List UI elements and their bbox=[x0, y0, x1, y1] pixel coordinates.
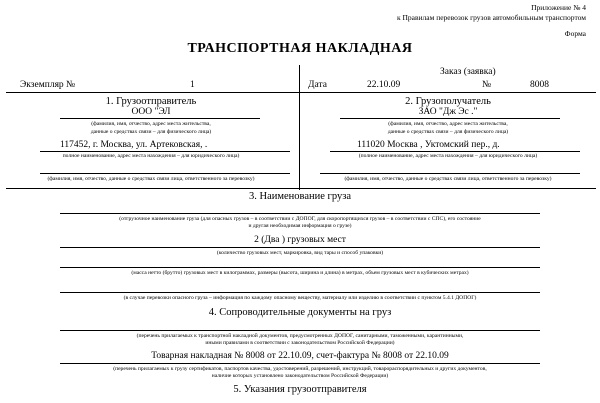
order-date-value: 22.10.09 bbox=[367, 80, 401, 90]
section4-hint-b1: (перечень прилагаемых к грузу сертификатов, паспортов качества, удостоверений, разрешений, инструкций, товарораспорядительных и других документов, bbox=[113, 366, 487, 372]
document-title: ТРАНСПОРТНАЯ НАКЛАДНАЯ bbox=[187, 41, 413, 56]
consignee-contact-hint: (фамилия, имя, отчество, данные о средствах связи лица, ответственного за перевозку) bbox=[344, 176, 552, 182]
section3-heading: 3. Наименование груза bbox=[248, 191, 352, 202]
section3-hint-b: (количество грузовых мест, маркировка, вид тары и способ упаковки) bbox=[216, 250, 384, 256]
consignee-hint1: (фамилия, имя, отчество, адрес места жительства, bbox=[388, 121, 508, 127]
appendix-label: Приложение № 4 bbox=[531, 3, 586, 12]
order-label: Заказ (заявка) bbox=[440, 67, 496, 77]
shipper-name: ООО "ЭЛ bbox=[131, 107, 171, 117]
rules-label: к Правилам перевозок грузов автомобильным транспортом bbox=[396, 13, 586, 22]
section4-hint-a2: иными правилами в соответствии с законодательством Российской Федерации) bbox=[205, 340, 395, 346]
shipper-address: 117452, г. Москва, ул. Артековская, . bbox=[60, 140, 208, 150]
section3-hint-a2: и другая необходимая информация о грузе) bbox=[248, 223, 352, 229]
form-label: Форма bbox=[564, 29, 586, 38]
order-number-label: № bbox=[482, 80, 492, 90]
section5-heading: 5. Указания грузоотправителя bbox=[233, 384, 367, 395]
shipper-heading: 1. Грузоотправитель bbox=[105, 96, 197, 107]
consignee-hint3: (полное наименование, адрес места нахождения – для юридического лица) bbox=[358, 153, 538, 159]
consignee-address: 111020 Москва , Уктомский пер., д. bbox=[357, 140, 500, 150]
block-bottom-line bbox=[6, 188, 596, 189]
section4-hint-a1: (перечень прилагаемых к транспортной накладной документов, предусмотренных ДОПОГ, санитарными, таможенными, карантинными, bbox=[136, 333, 464, 339]
section3-hint-c: (масса нетто (брутто) грузовых мест в килограммах, размеры (высота, ширина и длина) в метрах, объем грузовых мест в кубических метрах) bbox=[131, 270, 469, 276]
column-divider bbox=[299, 65, 300, 190]
shipper-contact-hint: (фамилия, имя, отчество, данные о средствах связи лица, ответственного за перевозку) bbox=[47, 176, 255, 182]
copy-label: Экземпляр № bbox=[20, 80, 76, 90]
consignee-heading: 2. Грузополучатель bbox=[405, 96, 491, 107]
section3-hint-d: (в случае перевозки опасного груза – информация по каждому опасному веществу, материалу или изделию в соответствии с пунктом 5.4.1 ДОПОГ) bbox=[123, 295, 477, 301]
cargo-places: 2 (Два ) грузовых мест bbox=[254, 235, 346, 245]
shipper-hint2: данные о средствах связи – для физического лица) bbox=[90, 129, 212, 135]
order-date-label: Дата bbox=[308, 80, 327, 90]
section3-hint-a1: (отгрузочное наименование груза (для опасных грузов – в соответствии с ДОПОГ, для скоропортящихся грузов – в соответствии с СПС), его состояние bbox=[119, 216, 481, 222]
order-number-value: 8008 bbox=[530, 80, 549, 90]
consignee-hint2: данные о средствах связи – для физического лица) bbox=[387, 129, 509, 135]
order-row-line bbox=[6, 92, 596, 93]
shipper-hint1: (фамилия, имя, отчество, адрес места жительства, bbox=[91, 121, 211, 127]
shipper-hint3: полное наименование, адрес места нахождения – для юридического лица) bbox=[62, 153, 240, 159]
accompanying-documents: Товарная накладная № 8008 от 22.10.09, счет-фактура № 8008 от 22.10.09 bbox=[151, 351, 449, 361]
section4-hint-b2: наличие которых установлено законодательством Российской Федерации) bbox=[211, 373, 389, 379]
section4-heading: 4. Сопроводительные документы на груз bbox=[208, 307, 392, 318]
consignee-name: ЗАО "Дж Эс ." bbox=[418, 107, 478, 117]
copy-number: 1 bbox=[190, 80, 195, 90]
